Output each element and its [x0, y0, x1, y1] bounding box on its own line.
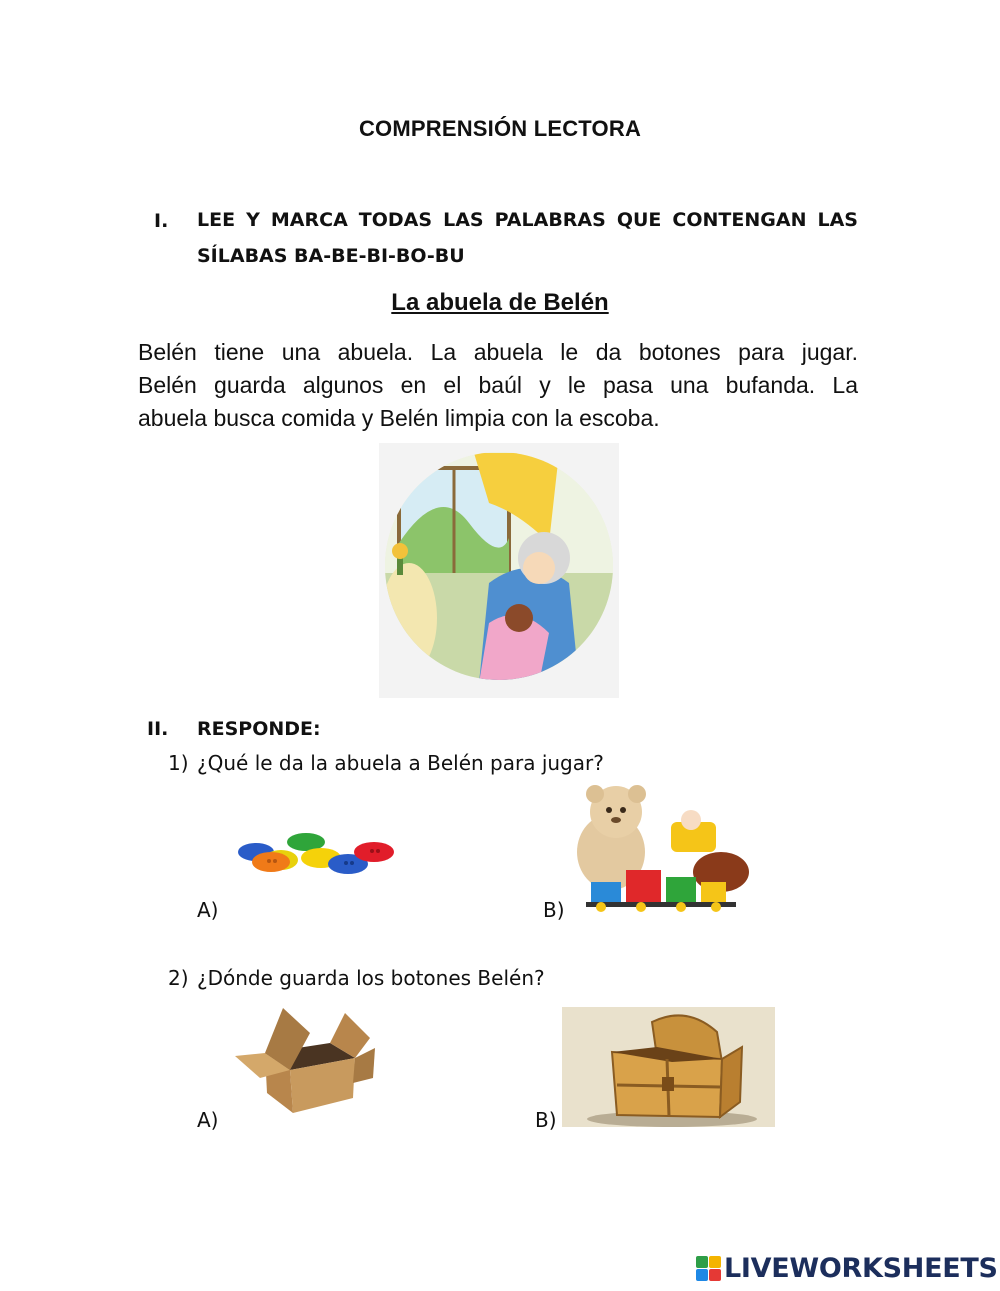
- liveworksheets-logo-icon: [696, 1256, 721, 1281]
- story-line-2: Belén guarda algunos en el baúl y le pasa una bufanda. La: [138, 372, 858, 398]
- story-line-1: Belén tiene una abuela. La abuela le da botones para jugar.: [138, 339, 858, 365]
- question-2-text: ¿Dónde guarda los botones Belén?: [197, 966, 545, 990]
- section-1-line-2: SÍLABAS BA-BE-BI-BO-BU: [197, 245, 465, 267]
- section-1-instructions: [197, 202, 858, 274]
- section-1-line-1: LEE Y MARCA TODAS LAS PALABRAS QUE CONTENGAN LAS: [197, 209, 858, 231]
- question-1-option-a[interactable]: A): [197, 898, 219, 922]
- liveworksheets-logo: [696, 1253, 998, 1284]
- question-2-option-a[interactable]: A): [197, 1108, 219, 1132]
- story-line-3: abuela busca comida y Belén limpia con la escoba.: [138, 405, 660, 431]
- section-2-number: II.: [147, 718, 169, 740]
- page-title: COMPRENSIÓN LECTORA: [358, 116, 642, 141]
- toys-image[interactable]: [571, 782, 752, 918]
- story-text: [138, 336, 858, 435]
- question-1-number: 1): [168, 751, 189, 775]
- treasure-chest-image[interactable]: [562, 1007, 775, 1127]
- story-title: La abuela de Belén: [391, 289, 609, 316]
- cardboard-box-image[interactable]: [235, 1008, 375, 1116]
- question-1-text: ¿Qué le da la abuela a Belén para jugar?: [197, 751, 604, 775]
- section-1-number: I.: [154, 210, 169, 232]
- grandma-illustration: [379, 443, 619, 698]
- brand-name: LIVEWORKSHEETS: [724, 1253, 998, 1284]
- section-2-heading: RESPONDE:: [197, 718, 321, 740]
- buttons-image[interactable]: [236, 830, 396, 882]
- question-2-option-b[interactable]: B): [535, 1108, 557, 1132]
- question-2-number: 2): [168, 966, 189, 990]
- question-1-option-b[interactable]: B): [543, 898, 565, 922]
